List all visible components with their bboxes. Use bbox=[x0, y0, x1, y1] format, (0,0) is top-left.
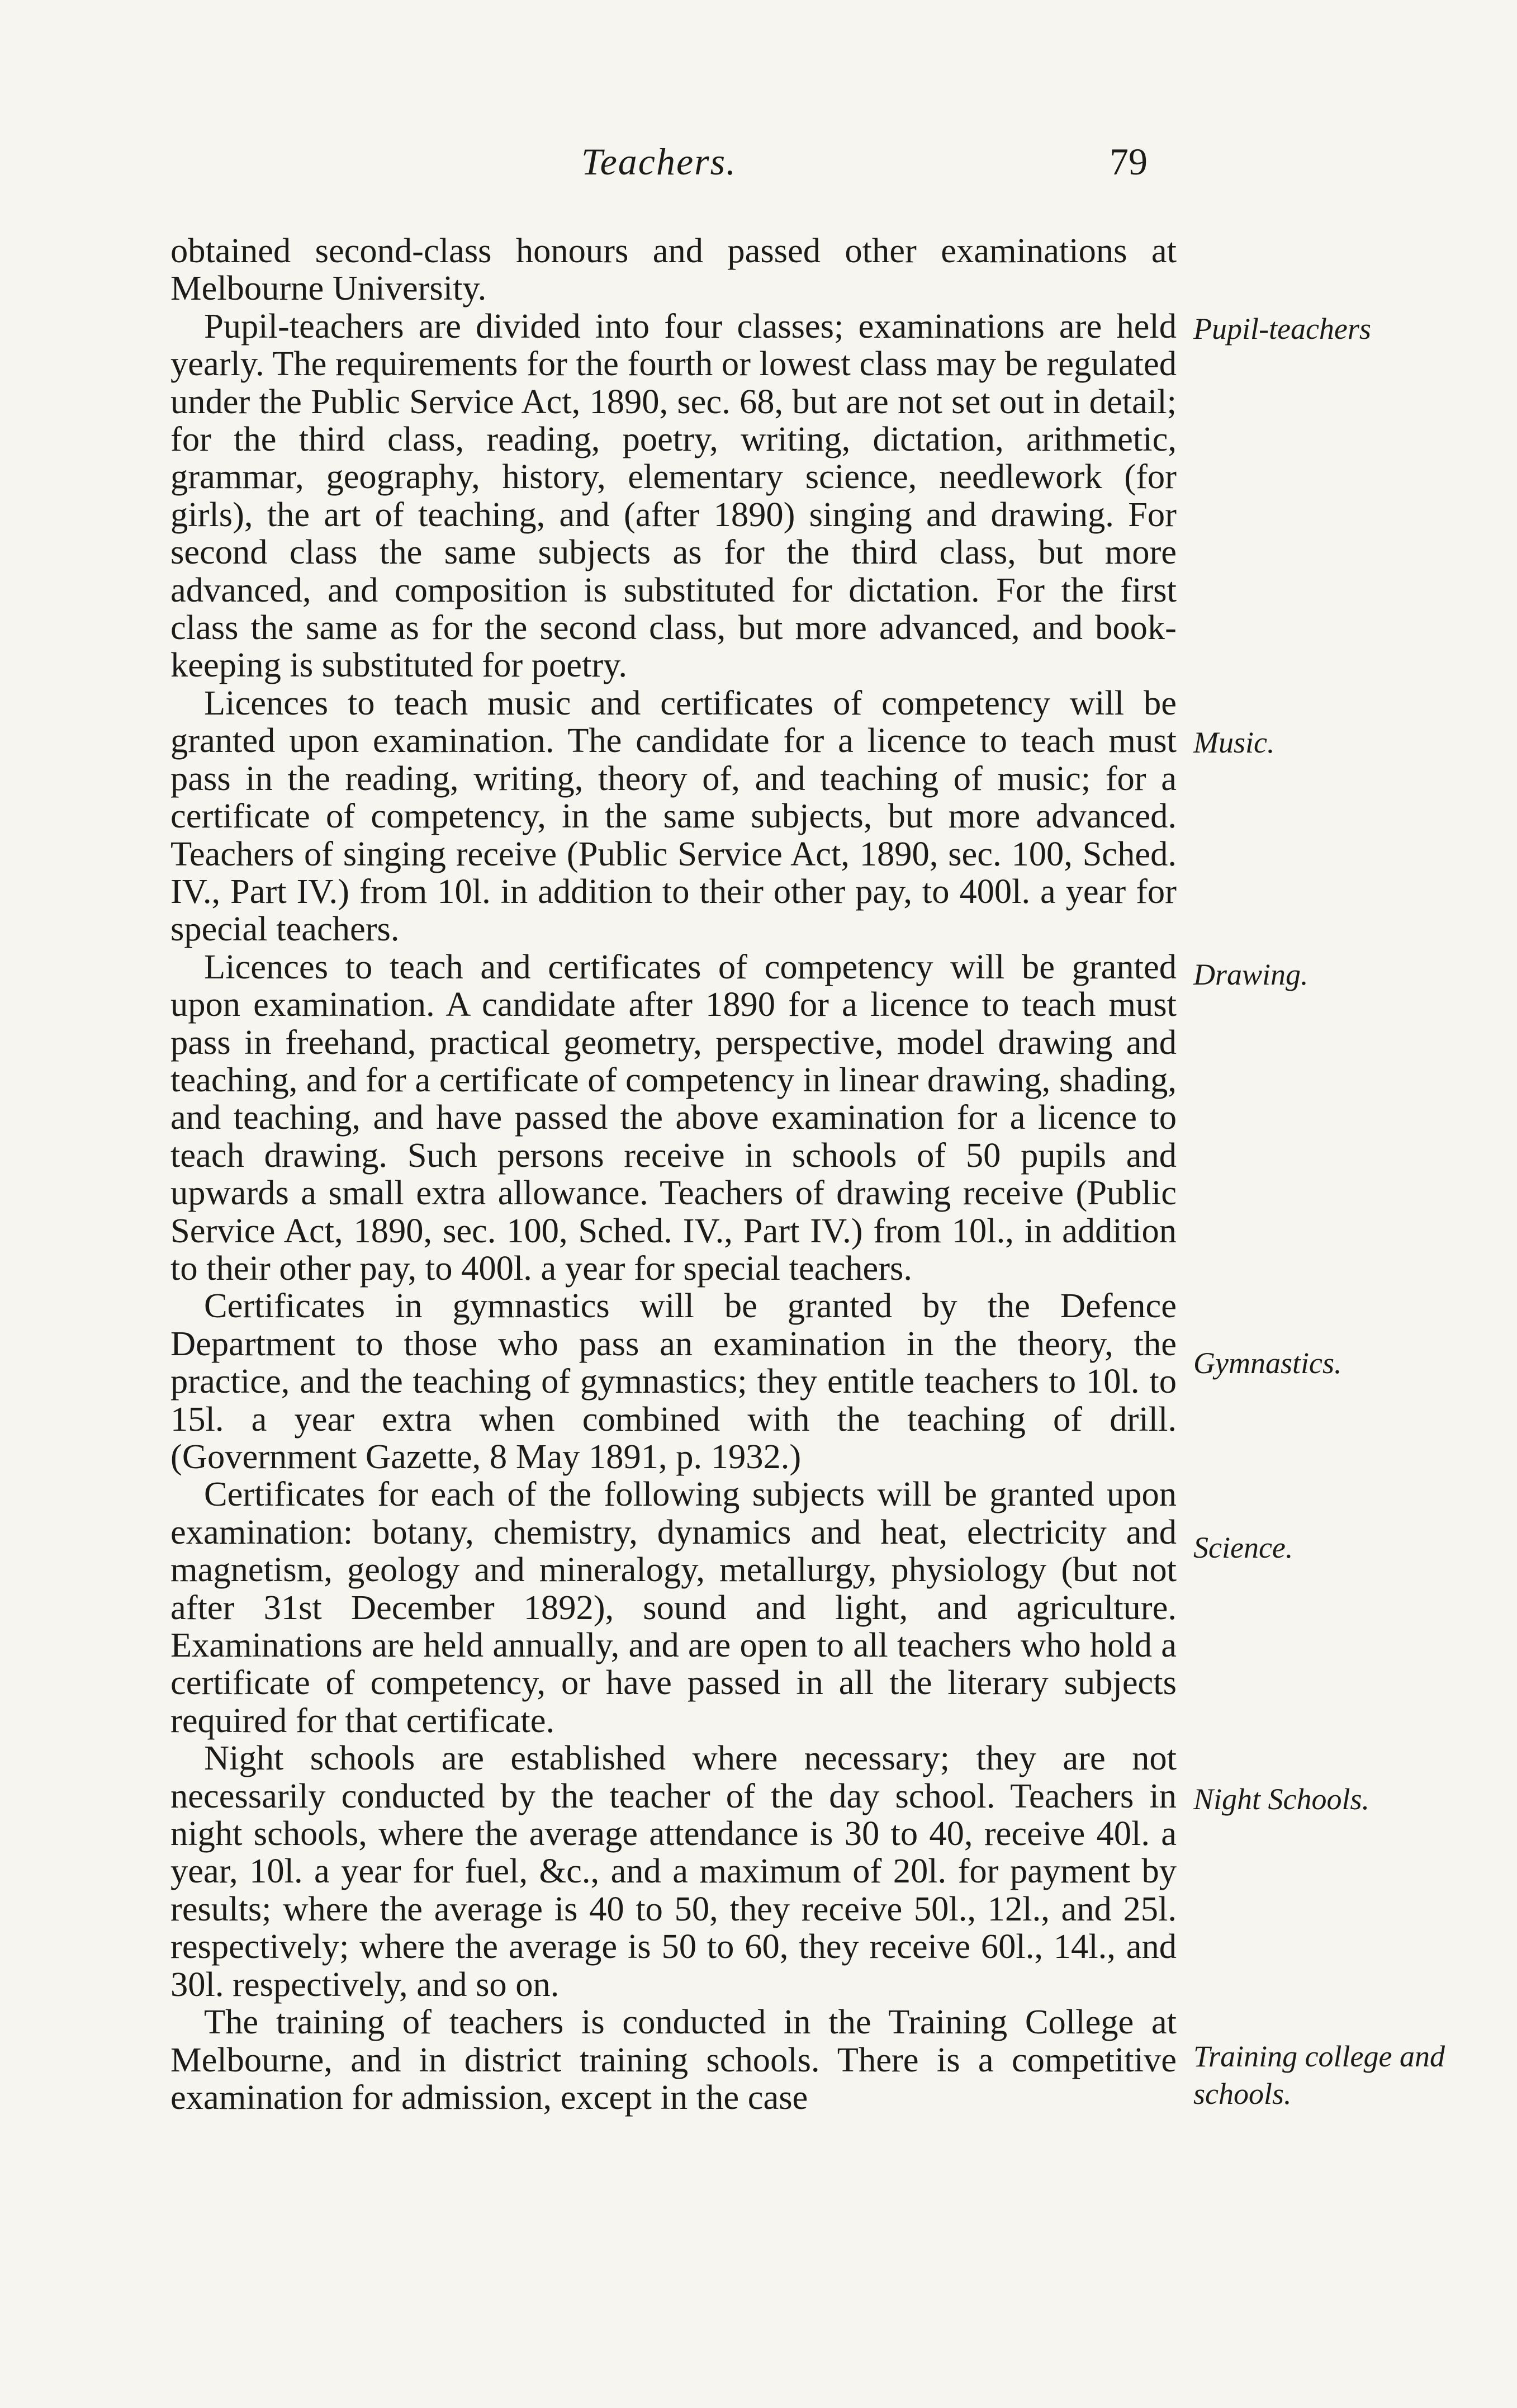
paragraph-music: Licences to teach music and certificates of competency will be granted upon examination. The candidate for a licence to teach must pass in the reading, writing, theory of, and teaching of music; for a certificate of competency, in the same subjects, but more advanced. Teachers of singing receive (Public Service Act, 1890, sec. 100, Sched. IV., Part IV.) from 10l. in addition to their other pay, to 400l. a year for special teachers. bbox=[170, 683, 1177, 949]
body-text bbox=[170, 232, 1177, 2116]
margin-note-training: Training college and schools. bbox=[1193, 2040, 1445, 2111]
paragraph-university: obtained second-class honours and passed other examinations at Melbourne University. bbox=[170, 231, 1177, 308]
paragraph-training: The training of teachers is conducted in the Training College at Melbourne, and in district training schools. There is a competitive examination for admission, except in the case bbox=[170, 2002, 1177, 2117]
margin-note-pupil-teachers: Pupil-teachers bbox=[1193, 312, 1371, 346]
running-head bbox=[0, 140, 1517, 190]
margin-note-gymnastics: Gymnastics. bbox=[1193, 1346, 1342, 1380]
paragraph-drawing: Licences to teach and certificates of competency will be granted upon examination. A candidate after 1890 for a licence to teach must pass in freehand, practical geometry, perspective, model drawing and teaching, and for a certificate of competency in linear drawing, shading, and teaching, and have passed the above examination for a licence to teach drawing. Such persons receive in schools of 50 pupils and upwards a small extra allowance. Teachers of drawing receive (Public Service Act, 1890, sec. 100, Sched. IV., Part IV.) from 10l., in addition to their other pay, to 400l. a year for special teachers. bbox=[170, 947, 1177, 1288]
paragraph-science: Certificates for each of the following subjects will be granted upon examination: botany, chemistry, dynamics and heat, electricity and magnetism, geology and mineralogy, metallurgy, physiology (but not after 31st December 1892), sound and light, and agriculture. Examinations are held annually, and are open to all teachers who hold a certificate of competency, or have passed in all the literary subjects required for that certificate. bbox=[170, 1474, 1177, 1740]
page-number: 79 bbox=[1110, 140, 1148, 183]
paragraph-gymnastics: Certificates in gymnastics will be granted by the Defence Department to those who pass an examination in the theory, the practice, and the teaching of gymnastics; they entitle teachers to 10l. to 15l. a year extra when combined with the teaching of drill. (Government Gazette, 8 May 1891, p. 1932.) bbox=[170, 1286, 1177, 1476]
paragraph-night-schools: Night schools are established where necessary; they are not necessarily conducted by the teacher of the day school. Teachers in night schools, where the average attendance is 30 to 40, receive 40l. a year, 10l. a year for fuel, &c., and a maximum of 20l. for payment by results; where the average is 40 to 50, they receive 50l., 12l., and 25l. respectively; where the average is 50 to 60, they receive 60l., 14l., and 30l. respectively, and so on. bbox=[170, 1738, 1177, 2004]
margin-note-night-schools: Night Schools. bbox=[1193, 1782, 1370, 1816]
running-title: Teachers. bbox=[581, 140, 737, 183]
paragraph-pupil-teachers: Pupil-teachers are divided into four classes; examinations are held yearly. The requirements for the fourth or lowest class may be regulated under the Public Service Act, 1890, sec. 68, but are not set out in detail; for the third class, reading, poetry, writing, dictation, arithmetic, grammar, geography, history, elementary science, needlework (for girls), the art of teaching, and (after 1890) singing and drawing. For second class the same subjects as for the third class, but more advanced, and composition is substituted for dictation. For the first class the same as for the second class, but more advanced, and book-keeping is substituted for poetry. bbox=[170, 306, 1177, 685]
margin-note-drawing: Drawing. bbox=[1193, 958, 1309, 991]
margin-note-music: Music. bbox=[1193, 726, 1275, 759]
margin-note-science: Science. bbox=[1193, 1531, 1293, 1564]
